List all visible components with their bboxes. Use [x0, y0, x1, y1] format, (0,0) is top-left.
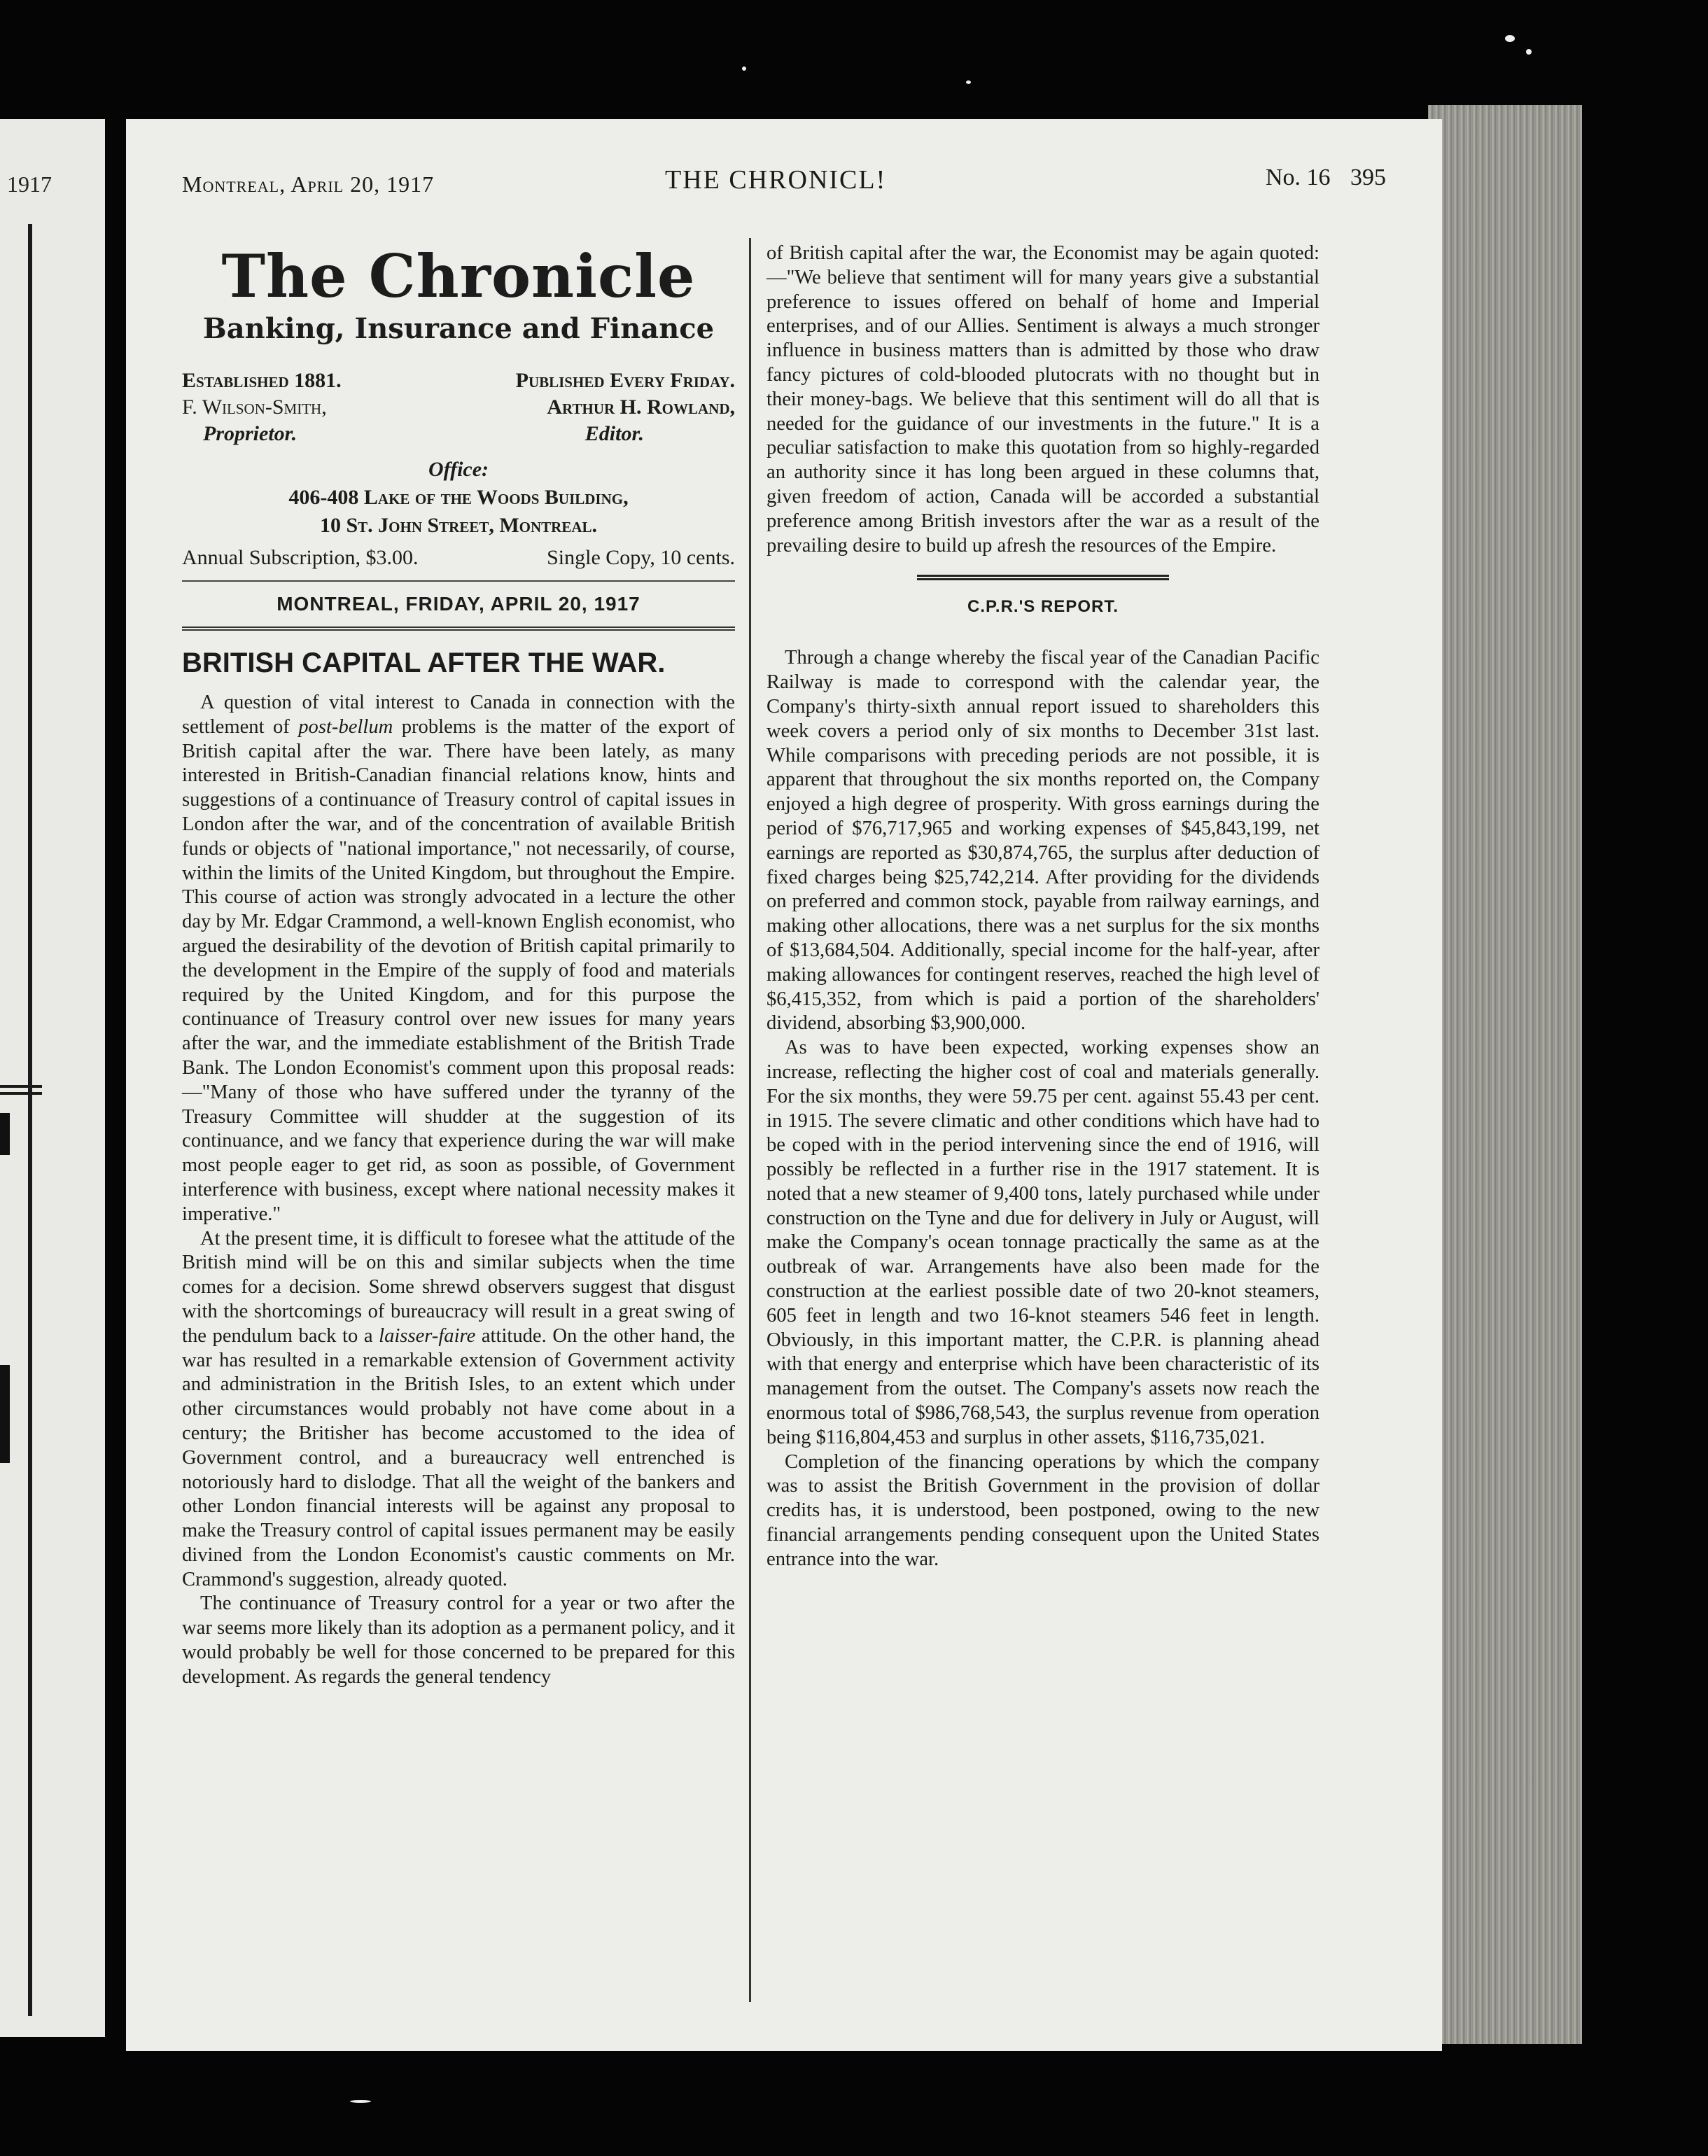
adjacent-page-fragment: [0, 1414, 10, 1463]
page-number: 395: [1350, 164, 1386, 190]
office-line-2: 10 St. John Street, Montreal.: [319, 514, 598, 537]
proprietor-name: F. Wilson-Smith,: [182, 396, 327, 419]
adjacent-page-edge: [0, 119, 105, 2037]
adjacent-page-year: 1917: [7, 172, 52, 197]
proprietor-role: Proprietor.: [203, 422, 298, 445]
annual-subscription: Annual Subscription, $3.00.: [182, 546, 419, 569]
adjacent-page-fragment: [0, 1365, 10, 1414]
adjacent-page-fragment: [0, 1113, 10, 1155]
publication-frequency: Published Every Friday.: [515, 369, 735, 392]
article-title-british-capital: BRITISH CAPITAL AFTER THE WAR.: [182, 648, 666, 678]
article-paragraph: The continuance of Treasury control for a year or two after the war seems more likely than its adoption as a permanent policy, and it would probably be well for those concerned to be prepared for this development. As regards the general tendency: [182, 1592, 735, 1688]
office-label: Office:: [428, 458, 489, 481]
dateline-rule: [182, 626, 735, 631]
article-paragraph: Completion of the financing operations by which the company was to assist the British Government in the provision of dollar credits has, it is understood, been postponed, owing to the new financial arrangements pending consequent upon the United States entrance into the war.: [766, 1450, 1320, 1570]
article-paragraph-continued: of British capital after the war, the Economist may be again quoted:—"We believe that sentiment will for many years give a substantial preference to issues offered on behalf of home and Imperial enterprises, and of our Allies. Sentiment is always a much stronger influence in business matters than is admitted by those who draw fancy pictures of cold-blooded plutocrats with no thought but in their money-bags. We believe that this sentiment will do all that is needed for the guidance of our investments in the future." It is a peculiar satisfaction to make this quotation from so highly-regarded an authority since it has long been argued in these columns that, given freedom of action, Canada will be accorded a substantial preference among British investors after the war as a result of the prevailing desire to build up afresh the resources of the Empire.: [766, 242, 1320, 556]
dust-speck: [350, 2100, 371, 2103]
editor-name: Arthur H. Rowland,: [547, 396, 735, 419]
newspaper-page: [126, 119, 1442, 2051]
header-date: Montreal, April 20, 1917: [182, 172, 435, 197]
left-column: [182, 241, 735, 1690]
dust-speck: [742, 66, 746, 71]
issue-dateline: MONTREAL, FRIDAY, APRIL 20, 1917: [276, 593, 640, 615]
running-header: [182, 164, 1386, 206]
office-address: [182, 456, 735, 540]
article-paragraph: A question of vital interest to Canada in connection with the settlement of post-bellum problems is the matter of the export of British capital after the war. There have been lately, as many interested in British-Canadian financial relations know, hints and suggestions of a continuance of Treasury control of capital issues in London after the war, and of the concentration of available British funds or objects of "national importance," not necessarily, of course, within the limits of the United Kingdom, but throughout the Empire. This course of action was strongly advocated in a lecture the other day by Mr. Edgar Crammond, a well-known English economist, who argued the desirability of the devotion of British capital primarily to the development in the Empire of the supply of food and materials required by the United Kingdom, and for this purpose the continuance of Treasury control over new issues for many years after the war, and the immediate establishment of the British Trade Bank. The London Economist's comment upon this proposal reads:—"Many of those who have suffered under the tyranny of the Treasury Committee will shudder at the suggestion of its continuance, and we fancy that experience during the war will make most people eager to get rid, as soon as possible, of Government interference with business, except where national necessity makes it imperative.": [182, 692, 735, 1225]
issue-number: No. 16: [1265, 164, 1331, 190]
dust-speck: [1526, 49, 1532, 55]
masthead-rule: [182, 580, 735, 582]
article-title-cpr-report: C.P.R.'S REPORT.: [967, 597, 1119, 617]
article-paragraph: At the present time, it is difficult to foresee what the attitude of the British mind will be on this and similar subjects when the time comes for a decision. Some shrewd observers suggest that disgust with the shortcomings of bureaucracy will result in a great swing of the pendulum back to a laisser-faire attitude. On the other hand, the war has resulted in a remarkable extension of Government activity and administration in the British Isles, to an extent which under other circumstances would probably not have come about in a century; the Britisher has become accustomed to the idea of Government control, and a bureaucracy well entrenched is notoriously hard to dislodge. That all the weight of the bankers and other London financial interests will be against any proposal to make the Treasury control of capital issues permanent may be easily divined from the London Economist's caustic comments on Mr. Crammond's suggestion, already quoted.: [182, 1227, 735, 1590]
article-paragraph: As was to have been expected, working expenses show an increase, reflecting the higher cost of coal and materials generally. For the six months, they were 59.75 per cent. against 55.43 per cent. in 1915. The severe climatic and other conditions which have had to be coped with in the period intervening since the end of 1916, will possibly be reflected in a further rise in the 1917 statement. It is noted that a new steamer of 9,400 tons, lately purchased while under construction on the Tyne and due for delivery in July or August, will make the Company's ocean tonnage practically the same as at the outbreak of war. Arrangements have also been made for the construction at the earliest possible date of two 20-knot steamers, 605 feet in length and two 16-knot steamers 546 feet in length. Obviously, in this important matter, the C.P.R. is planning ahead with that energy and enterprise which have been characteristic of its management from the outset. The Company's assets now reach the enormous total of $986,768,543, the surplus revenue from operation being $116,804,453 and surplus in other assets, $116,735,021.: [766, 1037, 1320, 1448]
column-divider: [749, 238, 751, 2002]
adjacent-page-divider: [0, 1092, 42, 1095]
masthead: [182, 241, 735, 631]
single-copy-price: Single Copy, 10 cents.: [547, 546, 735, 569]
masthead-names-row: [182, 394, 735, 421]
dust-speck: [966, 80, 971, 84]
established: Established 1881.: [182, 369, 342, 392]
masthead-roles-row: [182, 421, 735, 447]
right-column: [766, 241, 1320, 1572]
book-page-stack: [1428, 105, 1582, 2044]
office-line-1: 406-408 Lake of the Woods Building,: [288, 486, 629, 509]
dust-speck: [1505, 35, 1515, 42]
masthead-subtitle: Banking, Insurance and Finance: [202, 312, 715, 345]
editor-role: Editor.: [584, 422, 644, 445]
article-paragraph: Through a change whereby the fiscal year of the Canadian Pacific Railway is made to correspond with the calendar year, the Company's thirty-sixth annual report issued to shareholders this week covers a period only of six months to December 31st last. While comparisons with preceding periods are not possible, it is apparent that throughout the six months reported on, the Company enjoyed a high degree of prosperity. With gross earnings during the period of $76,717,965 and working expenses of $45,843,199, net earnings are reported as $30,874,765, the surplus after deduction of fixed charges being $25,742,214. After providing for the dividends on preferred and common stock, payable from railway earnings, and making other allocations, there was a net surplus for the six months of $13,684,504. Additionally, special income for the half-year, after making allowances for contingent reserves, reached the high level of $6,415,352, from which is paid a portion of the shareholders' dividend, absorbing $3,900,000.: [766, 647, 1320, 1035]
masthead-title: The Chronicle: [221, 241, 696, 311]
article-separator: [917, 575, 1169, 580]
adjacent-page-divider: [0, 1085, 42, 1088]
subscription-row: [182, 544, 735, 572]
masthead-established-row: [182, 368, 735, 394]
header-issue-page: [1252, 164, 1386, 191]
header-title: THE CHRONICL!: [665, 165, 887, 195]
